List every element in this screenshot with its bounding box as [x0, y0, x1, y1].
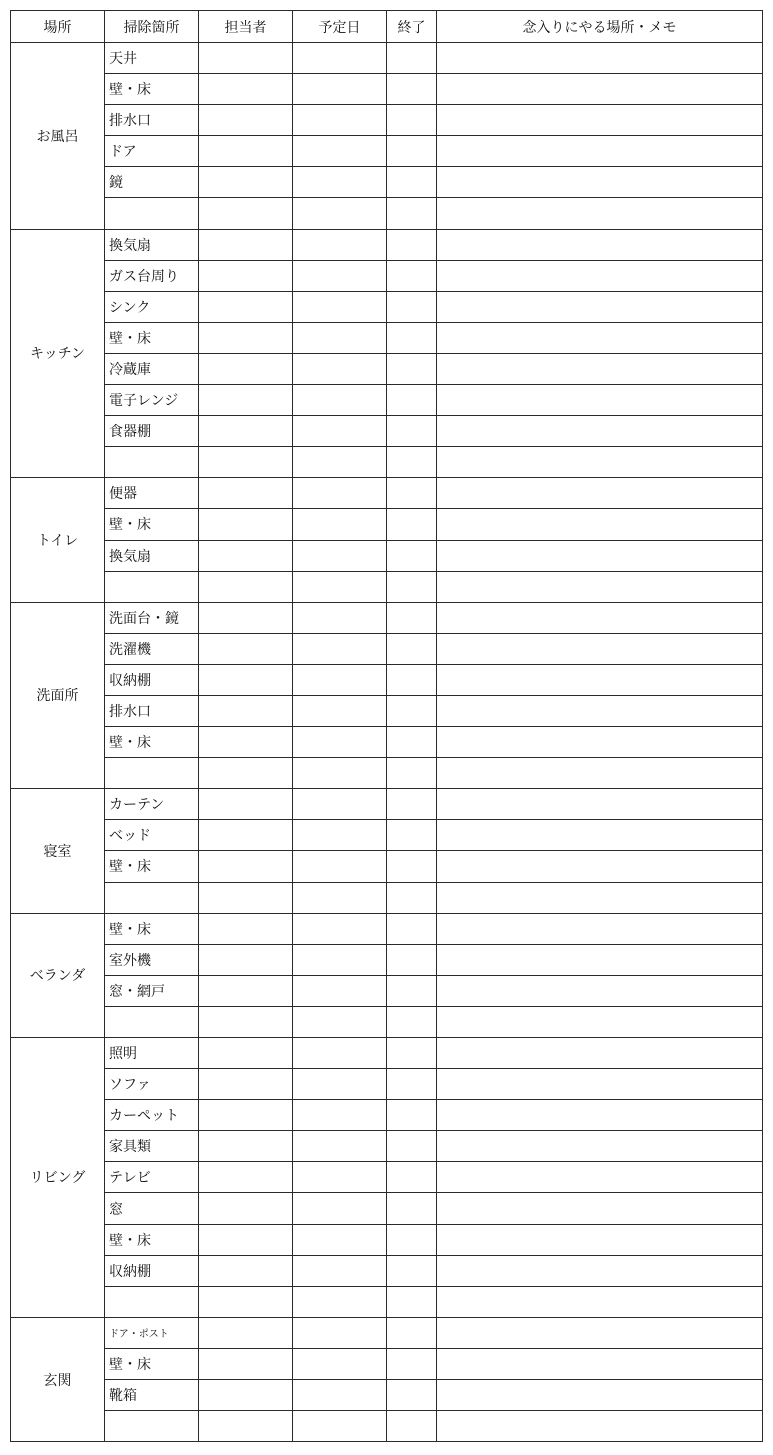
cleaning-spot-cell: 靴箱 [105, 1380, 199, 1411]
memo-cell[interactable] [437, 385, 763, 416]
scheduled-date-cell[interactable] [293, 385, 387, 416]
header-assignee: 担当者 [199, 11, 293, 43]
cleaning-spot-cell [105, 1006, 199, 1037]
memo-cell[interactable] [437, 571, 763, 602]
done-cell[interactable] [387, 105, 437, 136]
cleaning-spot-cell: カーテン [105, 789, 199, 820]
table-row [11, 571, 763, 602]
scheduled-date-cell[interactable] [293, 540, 387, 571]
cleaning-spot-cell [105, 571, 199, 602]
done-cell[interactable] [387, 851, 437, 882]
memo-cell[interactable] [437, 291, 763, 322]
assignee-cell[interactable] [199, 1380, 293, 1411]
memo-cell[interactable] [437, 509, 763, 540]
table-row [11, 602, 763, 633]
cleaning-spot-cell: 壁・床 [105, 727, 199, 758]
assignee-cell[interactable] [199, 727, 293, 758]
memo-cell[interactable] [437, 540, 763, 571]
assignee-cell[interactable] [199, 540, 293, 571]
scheduled-date-cell[interactable] [293, 913, 387, 944]
cleaning-checklist-table [10, 10, 763, 1442]
table-row [11, 944, 763, 975]
done-cell[interactable] [387, 1162, 437, 1193]
memo-cell[interactable] [437, 1317, 763, 1348]
assignee-cell[interactable] [199, 789, 293, 820]
assignee-cell[interactable] [199, 1162, 293, 1193]
cleaning-spot-cell: 照明 [105, 1038, 199, 1069]
done-cell[interactable] [387, 167, 437, 198]
cleaning-spot-cell: 壁・床 [105, 322, 199, 353]
done-cell[interactable] [387, 43, 437, 74]
scheduled-date-cell[interactable] [293, 105, 387, 136]
done-cell[interactable] [387, 1317, 437, 1348]
place-cell: ベランダ [11, 913, 105, 1037]
done-cell[interactable] [387, 944, 437, 975]
place-cell: リビング [11, 1038, 105, 1318]
cleaning-spot-cell: 排水口 [105, 695, 199, 726]
assignee-cell[interactable] [199, 136, 293, 167]
table-row [11, 74, 763, 105]
cleaning-spot-cell: 鏡 [105, 167, 199, 198]
done-cell[interactable] [387, 1131, 437, 1162]
table-row [11, 1038, 763, 1069]
scheduled-date-cell[interactable] [293, 820, 387, 851]
table-row [11, 1006, 763, 1037]
scheduled-date-cell[interactable] [293, 1038, 387, 1069]
table-row [11, 291, 763, 322]
place-cell: 洗面所 [11, 602, 105, 789]
scheduled-date-cell[interactable] [293, 602, 387, 633]
scheduled-date-cell[interactable] [293, 291, 387, 322]
scheduled-date-cell[interactable] [293, 260, 387, 291]
memo-cell[interactable] [437, 758, 763, 789]
table-row [11, 1162, 763, 1193]
table-row [11, 385, 763, 416]
memo-cell[interactable] [437, 136, 763, 167]
assignee-cell[interactable] [199, 260, 293, 291]
scheduled-date-cell[interactable] [293, 789, 387, 820]
scheduled-date-cell[interactable] [293, 1411, 387, 1442]
assignee-cell[interactable] [199, 509, 293, 540]
header-row [11, 11, 763, 43]
done-cell[interactable] [387, 74, 437, 105]
table-row [11, 913, 763, 944]
header-cleaning-spot: 掃除箇所 [105, 11, 199, 43]
assignee-cell[interactable] [199, 74, 293, 105]
done-cell[interactable] [387, 136, 437, 167]
scheduled-date-cell[interactable] [293, 74, 387, 105]
assignee-cell[interactable] [199, 1100, 293, 1131]
place-cell: 玄関 [11, 1317, 105, 1441]
memo-cell[interactable] [437, 1100, 763, 1131]
assignee-cell[interactable] [199, 1069, 293, 1100]
cleaning-spot-cell: 便器 [105, 478, 199, 509]
done-cell[interactable] [387, 758, 437, 789]
assignee-cell[interactable] [199, 913, 293, 944]
scheduled-date-cell[interactable] [293, 229, 387, 260]
table-row [11, 820, 763, 851]
cleaning-spot-cell: 窓・網戸 [105, 975, 199, 1006]
done-cell[interactable] [387, 353, 437, 384]
table-row [11, 1193, 763, 1224]
assignee-cell[interactable] [199, 1193, 293, 1224]
cleaning-spot-cell: 食器棚 [105, 416, 199, 447]
memo-cell[interactable] [437, 1162, 763, 1193]
assignee-cell[interactable] [199, 353, 293, 384]
scheduled-date-cell[interactable] [293, 882, 387, 913]
table-row [11, 664, 763, 695]
cleaning-spot-cell [105, 447, 199, 478]
table-row [11, 1069, 763, 1100]
done-cell[interactable] [387, 291, 437, 322]
cleaning-spot-cell [105, 758, 199, 789]
table-row [11, 167, 763, 198]
assignee-cell[interactable] [199, 198, 293, 229]
assignee-cell[interactable] [199, 167, 293, 198]
done-cell[interactable] [387, 1193, 437, 1224]
assignee-cell[interactable] [199, 322, 293, 353]
memo-cell[interactable] [437, 1038, 763, 1069]
assignee-cell[interactable] [199, 43, 293, 74]
assignee-cell[interactable] [199, 1255, 293, 1286]
cleaning-spot-cell: ベッド [105, 820, 199, 851]
scheduled-date-cell[interactable] [293, 43, 387, 74]
memo-cell[interactable] [437, 478, 763, 509]
cleaning-spot-cell: ガス台周り [105, 260, 199, 291]
done-cell[interactable] [387, 664, 437, 695]
assignee-cell[interactable] [199, 1038, 293, 1069]
table-row [11, 540, 763, 571]
memo-cell[interactable] [437, 322, 763, 353]
cleaning-spot-cell: 換気扇 [105, 540, 199, 571]
table-row [11, 758, 763, 789]
table-row [11, 633, 763, 664]
scheduled-date-cell[interactable] [293, 944, 387, 975]
scheduled-date-cell[interactable] [293, 1255, 387, 1286]
table-row [11, 1131, 763, 1162]
scheduled-date-cell[interactable] [293, 322, 387, 353]
done-cell[interactable] [387, 229, 437, 260]
scheduled-date-cell[interactable] [293, 695, 387, 726]
scheduled-date-cell[interactable] [293, 633, 387, 664]
memo-cell[interactable] [437, 633, 763, 664]
scheduled-date-cell[interactable] [293, 1069, 387, 1100]
cleaning-spot-cell [105, 1411, 199, 1442]
assignee-cell[interactable] [199, 1006, 293, 1037]
assignee-cell[interactable] [199, 820, 293, 851]
done-cell[interactable] [387, 509, 437, 540]
table-row [11, 478, 763, 509]
cleaning-spot-cell: 室外機 [105, 944, 199, 975]
place-cell: トイレ [11, 478, 105, 602]
assignee-cell[interactable] [199, 664, 293, 695]
done-cell[interactable] [387, 540, 437, 571]
memo-cell[interactable] [437, 43, 763, 74]
scheduled-date-cell[interactable] [293, 198, 387, 229]
memo-cell[interactable] [437, 1224, 763, 1255]
table-row [11, 43, 763, 74]
scheduled-date-cell[interactable] [293, 353, 387, 384]
done-cell[interactable] [387, 416, 437, 447]
table-row [11, 1411, 763, 1442]
cleaning-spot-cell: 収納棚 [105, 664, 199, 695]
memo-cell[interactable] [437, 1255, 763, 1286]
assignee-cell[interactable] [199, 105, 293, 136]
scheduled-date-cell[interactable] [293, 758, 387, 789]
memo-cell[interactable] [437, 1286, 763, 1317]
done-cell[interactable] [387, 322, 437, 353]
memo-cell[interactable] [437, 105, 763, 136]
cleaning-spot-cell: 壁・床 [105, 913, 199, 944]
table-row [11, 416, 763, 447]
place-cell: お風呂 [11, 43, 105, 230]
done-cell[interactable] [387, 1411, 437, 1442]
assignee-cell[interactable] [199, 695, 293, 726]
table-row [11, 136, 763, 167]
cleaning-spot-cell: 窓 [105, 1193, 199, 1224]
assignee-cell[interactable] [199, 385, 293, 416]
memo-cell[interactable] [437, 820, 763, 851]
done-cell[interactable] [387, 727, 437, 758]
done-cell[interactable] [387, 571, 437, 602]
cleaning-spot-cell: 電子レンジ [105, 385, 199, 416]
table-row [11, 509, 763, 540]
cleaning-spot-cell: 天井 [105, 43, 199, 74]
done-cell[interactable] [387, 1038, 437, 1069]
cleaning-spot-cell: カーペット [105, 1100, 199, 1131]
assignee-cell[interactable] [199, 1131, 293, 1162]
assignee-cell[interactable] [199, 416, 293, 447]
scheduled-date-cell[interactable] [293, 478, 387, 509]
assignee-cell[interactable] [199, 602, 293, 633]
memo-cell[interactable] [437, 1411, 763, 1442]
assignee-cell[interactable] [199, 1224, 293, 1255]
memo-cell[interactable] [437, 975, 763, 1006]
cleaning-spot-cell: 洗濯機 [105, 633, 199, 664]
scheduled-date-cell[interactable] [293, 1224, 387, 1255]
memo-cell[interactable] [437, 1131, 763, 1162]
memo-cell[interactable] [437, 229, 763, 260]
memo-cell[interactable] [437, 882, 763, 913]
memo-cell[interactable] [437, 198, 763, 229]
cleaning-spot-cell: ソファ [105, 1069, 199, 1100]
done-cell[interactable] [387, 1380, 437, 1411]
table-row [11, 975, 763, 1006]
table-row [11, 882, 763, 913]
scheduled-date-cell[interactable] [293, 1286, 387, 1317]
memo-cell[interactable] [437, 664, 763, 695]
done-cell[interactable] [387, 1286, 437, 1317]
assignee-cell[interactable] [199, 229, 293, 260]
scheduled-date-cell[interactable] [293, 1380, 387, 1411]
assignee-cell[interactable] [199, 1348, 293, 1379]
cleaning-spot-cell: 収納棚 [105, 1255, 199, 1286]
assignee-cell[interactable] [199, 291, 293, 322]
table-row [11, 1224, 763, 1255]
assignee-cell[interactable] [199, 758, 293, 789]
cleaning-spot-cell: 排水口 [105, 105, 199, 136]
cleaning-spot-cell: ドア・ポスト [105, 1317, 199, 1348]
table-row [11, 727, 763, 758]
table-row [11, 229, 763, 260]
scheduled-date-cell[interactable] [293, 664, 387, 695]
memo-cell[interactable] [437, 447, 763, 478]
assignee-cell[interactable] [199, 447, 293, 478]
table-row [11, 1317, 763, 1348]
cleaning-spot-cell [105, 882, 199, 913]
memo-cell[interactable] [437, 1380, 763, 1411]
table-row [11, 789, 763, 820]
scheduled-date-cell[interactable] [293, 727, 387, 758]
table-row [11, 695, 763, 726]
header-done: 終了 [387, 11, 437, 43]
table-body [11, 43, 763, 1442]
scheduled-date-cell[interactable] [293, 1131, 387, 1162]
memo-cell[interactable] [437, 74, 763, 105]
scheduled-date-cell[interactable] [293, 447, 387, 478]
scheduled-date-cell[interactable] [293, 571, 387, 602]
assignee-cell[interactable] [199, 1317, 293, 1348]
memo-cell[interactable] [437, 1006, 763, 1037]
done-cell[interactable] [387, 1069, 437, 1100]
assignee-cell[interactable] [199, 1286, 293, 1317]
done-cell[interactable] [387, 1006, 437, 1037]
cleaning-spot-cell: 家具類 [105, 1131, 199, 1162]
memo-cell[interactable] [437, 727, 763, 758]
table-row [11, 322, 763, 353]
table-row [11, 447, 763, 478]
table-row [11, 353, 763, 384]
memo-cell[interactable] [437, 789, 763, 820]
done-cell[interactable] [387, 1100, 437, 1131]
done-cell[interactable] [387, 633, 437, 664]
assignee-cell[interactable] [199, 882, 293, 913]
cleaning-spot-cell: 壁・床 [105, 74, 199, 105]
cleaning-spot-cell: 壁・床 [105, 1348, 199, 1379]
done-cell[interactable] [387, 695, 437, 726]
cleaning-spot-cell: 換気扇 [105, 229, 199, 260]
cleaning-spot-cell: 冷蔵庫 [105, 353, 199, 384]
done-cell[interactable] [387, 1348, 437, 1379]
done-cell[interactable] [387, 913, 437, 944]
table-row [11, 1348, 763, 1379]
scheduled-date-cell[interactable] [293, 167, 387, 198]
cleaning-spot-cell: テレビ [105, 1162, 199, 1193]
done-cell[interactable] [387, 975, 437, 1006]
place-cell: 寝室 [11, 789, 105, 913]
table-row [11, 105, 763, 136]
scheduled-date-cell[interactable] [293, 1348, 387, 1379]
done-cell[interactable] [387, 385, 437, 416]
scheduled-date-cell[interactable] [293, 1317, 387, 1348]
scheduled-date-cell[interactable] [293, 1162, 387, 1193]
done-cell[interactable] [387, 1255, 437, 1286]
done-cell[interactable] [387, 260, 437, 291]
memo-cell[interactable] [437, 167, 763, 198]
scheduled-date-cell[interactable] [293, 1193, 387, 1224]
memo-cell[interactable] [437, 602, 763, 633]
cleaning-spot-cell: 壁・床 [105, 509, 199, 540]
assignee-cell[interactable] [199, 851, 293, 882]
done-cell[interactable] [387, 602, 437, 633]
table-row [11, 851, 763, 882]
header-scheduled-date: 予定日 [293, 11, 387, 43]
cleaning-spot-cell: 壁・床 [105, 851, 199, 882]
header-memo: 念入りにやる場所・メモ [437, 11, 763, 43]
header-place: 場所 [11, 11, 105, 43]
scheduled-date-cell[interactable] [293, 851, 387, 882]
done-cell[interactable] [387, 820, 437, 851]
table-row [11, 260, 763, 291]
done-cell[interactable] [387, 447, 437, 478]
memo-cell[interactable] [437, 1348, 763, 1379]
scheduled-date-cell[interactable] [293, 416, 387, 447]
memo-cell[interactable] [437, 913, 763, 944]
scheduled-date-cell[interactable] [293, 975, 387, 1006]
table-row [11, 198, 763, 229]
assignee-cell[interactable] [199, 571, 293, 602]
memo-cell[interactable] [437, 944, 763, 975]
place-cell: キッチン [11, 229, 105, 478]
cleaning-checklist-sheet [10, 10, 762, 1442]
table-row [11, 1100, 763, 1131]
memo-cell[interactable] [437, 851, 763, 882]
memo-cell[interactable] [437, 353, 763, 384]
cleaning-spot-cell: シンク [105, 291, 199, 322]
scheduled-date-cell[interactable] [293, 1006, 387, 1037]
cleaning-spot-cell [105, 198, 199, 229]
cleaning-spot-cell: 洗面台・鏡 [105, 602, 199, 633]
assignee-cell[interactable] [199, 1411, 293, 1442]
table-row [11, 1380, 763, 1411]
done-cell[interactable] [387, 198, 437, 229]
cleaning-spot-cell: ドア [105, 136, 199, 167]
memo-cell[interactable] [437, 1069, 763, 1100]
cleaning-spot-cell: 壁・床 [105, 1224, 199, 1255]
scheduled-date-cell[interactable] [293, 509, 387, 540]
done-cell[interactable] [387, 789, 437, 820]
memo-cell[interactable] [437, 1193, 763, 1224]
table-row [11, 1286, 763, 1317]
memo-cell[interactable] [437, 695, 763, 726]
scheduled-date-cell[interactable] [293, 136, 387, 167]
assignee-cell[interactable] [199, 975, 293, 1006]
done-cell[interactable] [387, 882, 437, 913]
done-cell[interactable] [387, 478, 437, 509]
assignee-cell[interactable] [199, 944, 293, 975]
assignee-cell[interactable] [199, 633, 293, 664]
cleaning-spot-cell [105, 1286, 199, 1317]
memo-cell[interactable] [437, 260, 763, 291]
done-cell[interactable] [387, 1224, 437, 1255]
assignee-cell[interactable] [199, 478, 293, 509]
memo-cell[interactable] [437, 416, 763, 447]
scheduled-date-cell[interactable] [293, 1100, 387, 1131]
table-row [11, 1255, 763, 1286]
